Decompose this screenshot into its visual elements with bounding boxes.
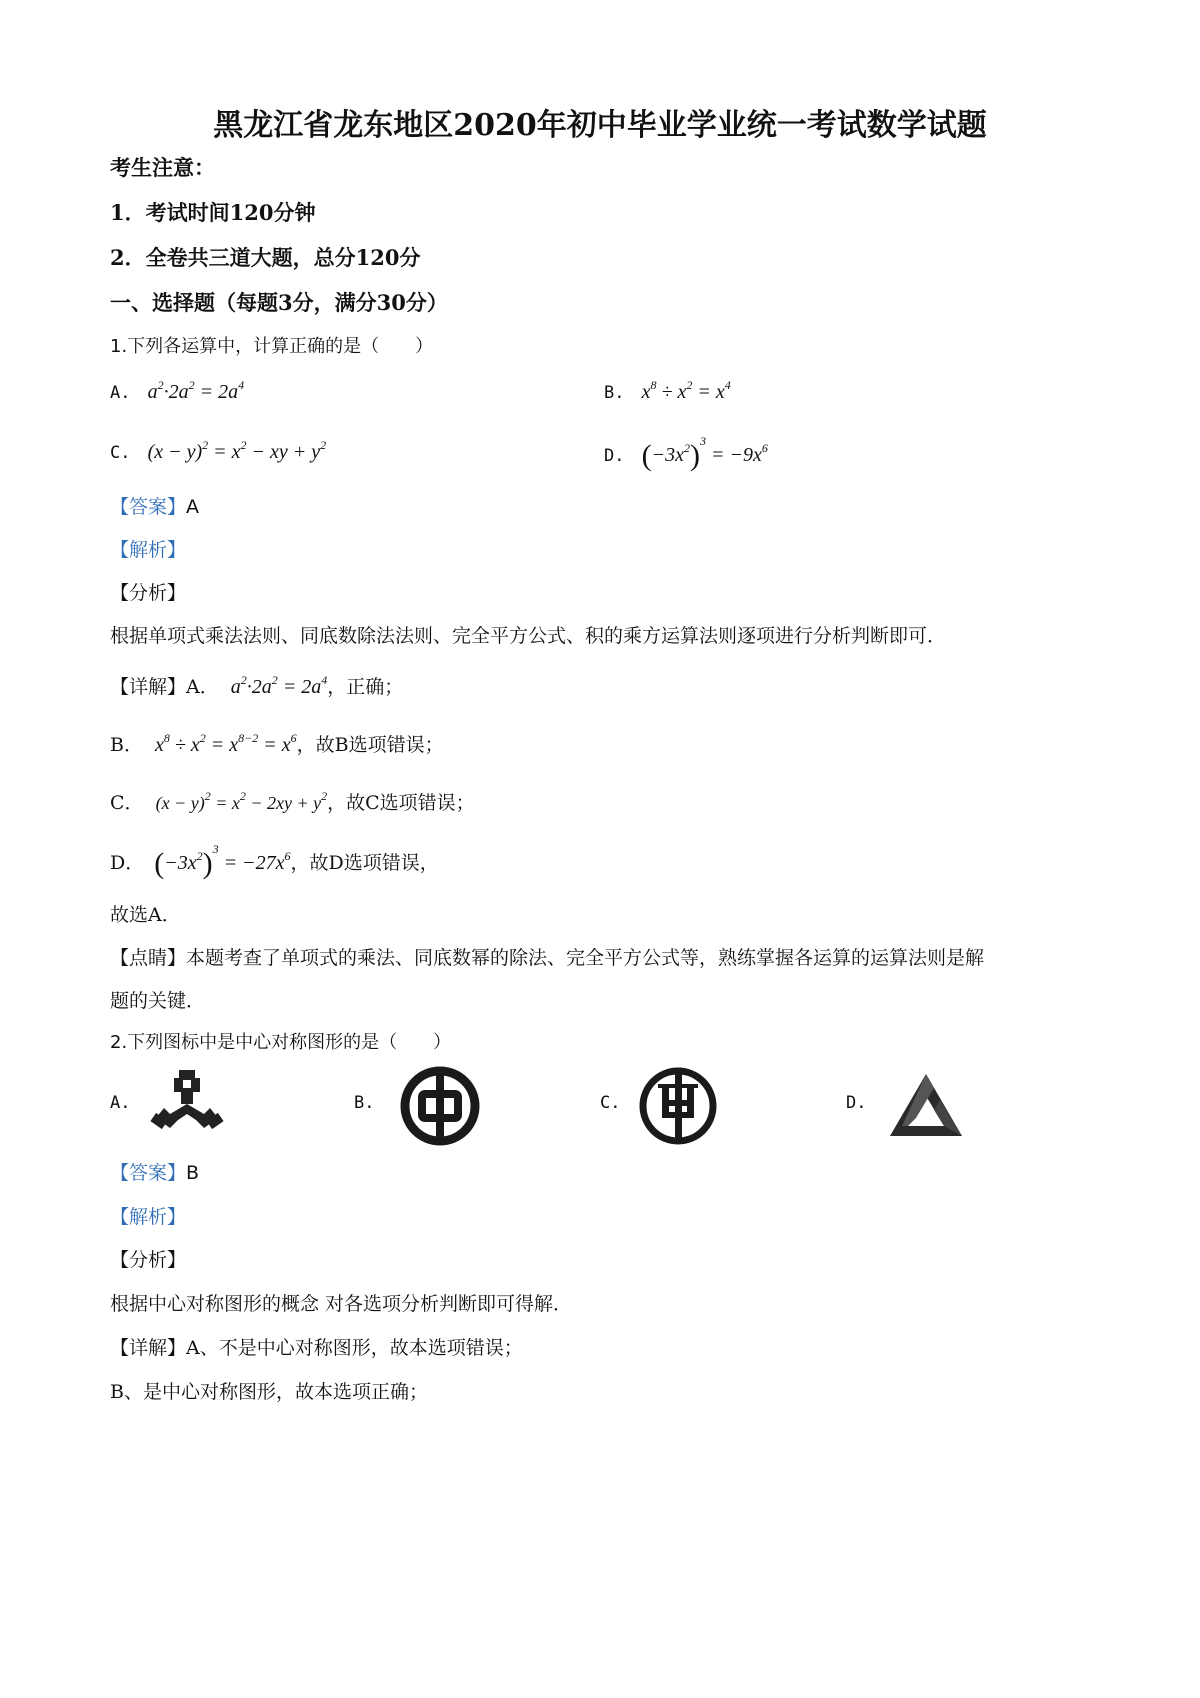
q1-option-d bbox=[604, 434, 768, 473]
option-label: A. bbox=[110, 383, 131, 403]
q1-detail-a: 【详解】A． $a^2\cdot 2a^2 = 2a^4$，正确； bbox=[110, 673, 404, 698]
q2-fenxi-tag: 【分析】 bbox=[110, 1249, 187, 1271]
q2-option-a-label: A. bbox=[110, 1093, 131, 1113]
q1-answer bbox=[110, 492, 199, 519]
option-label: D. bbox=[604, 446, 625, 466]
q1-detail-b: B． $x^8 \div x^2 = x^{8-2} = x^6$，故B选项错误； bbox=[110, 731, 444, 756]
q1-option-c-formula: $(x - y)^2 = x^2$ − xy + $y^2$ bbox=[147, 438, 327, 463]
agricultural-bank-logo-icon bbox=[636, 1064, 720, 1148]
q2-option-c-label: C. bbox=[600, 1093, 621, 1113]
q1-conclusion: 故选A． bbox=[110, 904, 181, 926]
q2-option-d-label: D. bbox=[846, 1093, 867, 1113]
page-title: 黑龙江省龙东地区2020年初中毕业学业统一考试数学试题 bbox=[213, 108, 987, 143]
notice-heading: 考生注意： bbox=[110, 155, 215, 180]
q2-detail-a: 【详解】A、不是中心对称图形，故本选项错误； bbox=[110, 1337, 523, 1359]
answer-tag: 【答案】 bbox=[110, 496, 187, 518]
q2-jiexi-tag: 【解析】 bbox=[110, 1206, 187, 1228]
q1-option-a-formula: $a^2\cdot 2a^2 = 2a^4$ bbox=[147, 378, 245, 403]
q2-detail-b: B、是中心对称图形，故本选项正确； bbox=[110, 1381, 428, 1403]
q1-detail-c: C． $(x - y)^2 = x^2 - 2xy + y^2$，故C选项错误； bbox=[110, 789, 475, 814]
q2-option-b-label: B. bbox=[354, 1093, 375, 1113]
impossible-triangle-logo-icon bbox=[886, 1070, 966, 1140]
q1-option-c bbox=[110, 438, 326, 464]
q1-stem: 1.下列各运算中，计算正确的是（ ） bbox=[110, 336, 434, 357]
section-heading-choice: 一、选择题（每题3分，满分30分） bbox=[110, 290, 448, 315]
notice-item-time: 1．考试时间120分钟 bbox=[110, 200, 316, 225]
q1-option-b-formula: $x^8 \div x^2 = x^4$ bbox=[641, 378, 731, 403]
q1-option-a bbox=[110, 378, 244, 404]
answer-value: B bbox=[186, 1162, 200, 1184]
q2-answer bbox=[110, 1158, 199, 1185]
option-label: B. bbox=[604, 383, 625, 403]
q1-detail-c-formula: $(x - y)^2 = x^2 - 2xy + y^2$ bbox=[155, 789, 328, 813]
answer-value: A bbox=[186, 496, 200, 518]
q1-detail-d-formula: $(-3x^2)^3 = -27x^6$ bbox=[154, 842, 291, 880]
q1-dianjing: 【点睛】本题考查了单项式的乘法、同底数幂的除法、完全平方公式等，熟练掌握各运算的运算法则是解 bbox=[110, 947, 985, 969]
q1-fenxi-tag: 【分析】 bbox=[110, 582, 187, 604]
q1-dianjing-cont: 题的关键． bbox=[110, 990, 206, 1012]
q2-stem: 2.下列图标中是中心对称图形的是（ ） bbox=[110, 1032, 452, 1053]
option-label: C. bbox=[110, 443, 131, 463]
q1-detail-a-formula: $a^2\cdot 2a^2 = 2a^4$ bbox=[230, 673, 328, 698]
q1-fenxi-text: 根据单项式乘法法则、同底数除法法则、完全平方公式、积的乘方运算法则逐项进行分析判断即可． bbox=[110, 625, 947, 647]
tri-fold-logo-icon bbox=[148, 1068, 226, 1144]
q2-fenxi-text: 根据中心对称图形的概念 对各选项分析判断即可得解． bbox=[110, 1293, 573, 1315]
q1-option-b bbox=[604, 378, 731, 404]
q1-detail-d: D． $(-3x^2)^3 = -27x^6$，故D选项错误， bbox=[110, 842, 439, 880]
q1-option-d-formula: $(-3x^2)^3 = -9x^6$ bbox=[641, 434, 768, 472]
notice-item-score: 2．全卷共三道大题，总分120分 bbox=[110, 245, 421, 270]
q1-detail-b-formula: $x^8 \div x^2 = x^{8-2} = x^6$ bbox=[155, 731, 297, 756]
q1-jiexi-tag: 【解析】 bbox=[110, 539, 187, 561]
bank-of-china-logo-icon bbox=[398, 1064, 482, 1148]
answer-tag: 【答案】 bbox=[110, 1162, 187, 1184]
